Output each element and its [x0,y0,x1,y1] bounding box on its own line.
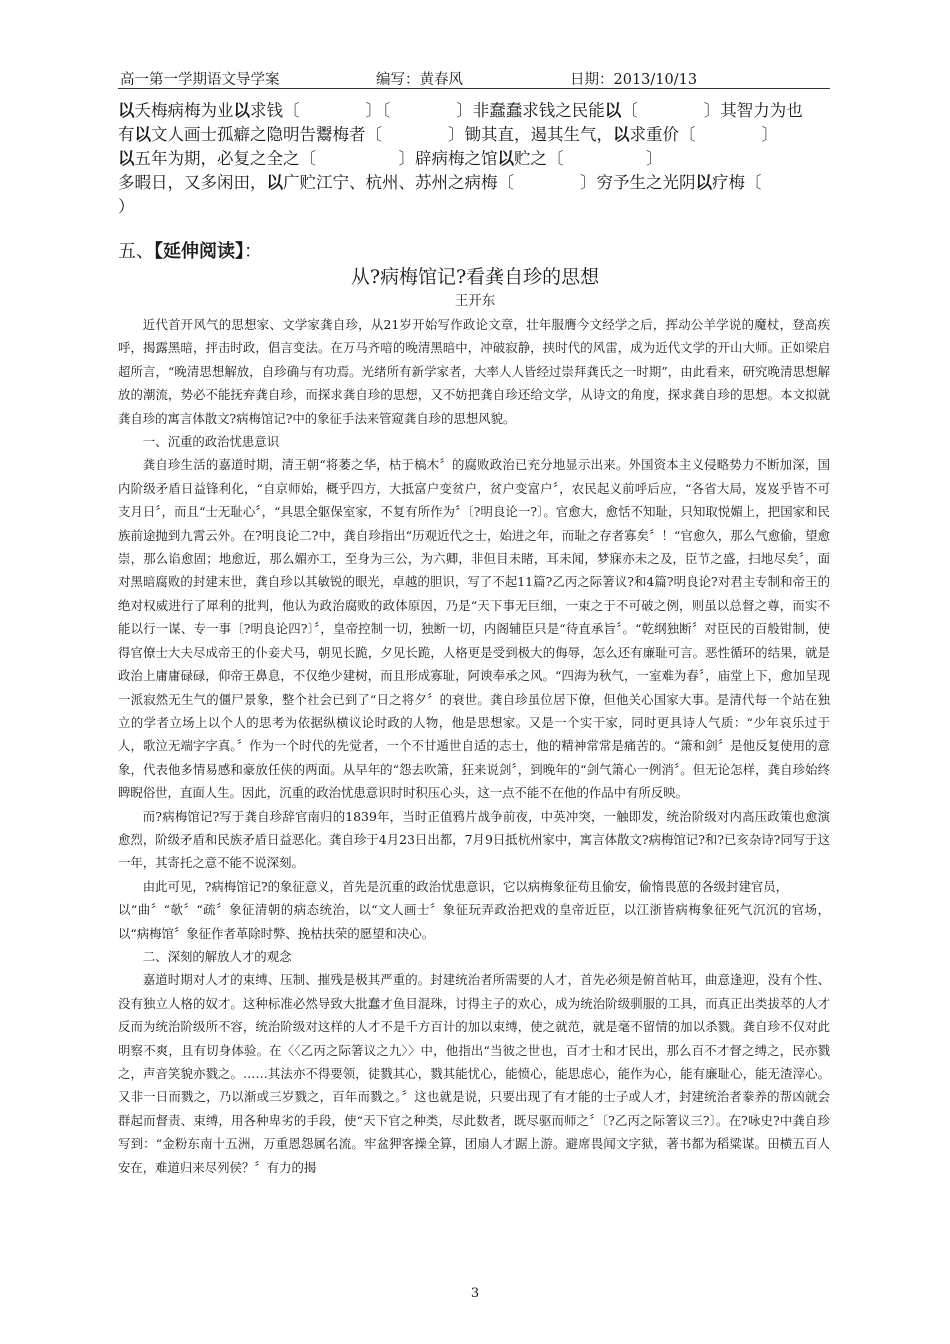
exercise-text: 文人画士孤癖之隐明告鬻梅者〔 〕锄其直，遏其生气， [151,125,613,144]
paragraph: 近代首开风气的思想家、文学家龚自珍，从21岁开始写作政论文章，壮年服膺今文经学之后，挥动公羊学说的魔杖，登高疾呼，揭露黑暗，抨击时政，倡言变法。在万马齐喑的晚清黑暗中，冲破寂静，挟时代的风雷，成为近代文学的开山大师。正如梁启超所言，“晚清思想解放，自珍确与有功焉。光绪所有新学家者，大率人人皆经过崇拜龚氏之一时期”，由此看来，研究晚清思想解放的潮流，势必不能抚弃龚自珍，而探求龚自珍的思想，又不妨把龚自珍还给文学，从诗文的角度，探求龚自珍的思想。本文拟就龚自珍的寓言体散文?病梅馆记?中的象征手法来管窥龚自珍的思想风貌。 [118,317,830,426]
page-number: 3 [470,1286,480,1301]
paragraph: 龚自珍生活的嘉道时期，清王朝“将萎之华，枯于槁木〞的腐败政治已充分地显示出来。外国资本主义侵略势力不断加深，国内阶级矛盾日益锋利化，“自京师始，概乎四方，大抵富户变贫户，贫户变富户〞，农民起义前呼后应，“各省大局，岌岌乎皆不可支月日〞，而且“士无耻心〞，“具思全躯保室家，不复有所作为〞〔?明良论一?〕。官愈大，愈恬不知耻，只知取悦媚上，把国家和民族前途抛到九霄云外。在?明良论二?中，龚自珍指出“历观近代之士，始进之年，而耻之存者寡矣〞！“官愈久，那么气愈偷，望愈崇，那么谄愈固；地愈近，那么媚亦工，至身为三公，为六卿，非但目未睹，耳未闻，梦寐亦未之及，臣节之盛，扫地尽矣〞，面对黑暗腐败的封建末世，龚自珍以其敏锐的眼光，卓越的胆识，写了不起11篇?乙丙之际箸议?和4篇?明良论?对君主专制和帝王的绝对权威进行了犀利的批判，他认为政治腐败的政体原因，乃是“天下事无巨细，一束之于不可破之例，则虽以总督之尊，而实不能以行一谋、专一事〔?明良论四?〕〞，皇帝控制一切，独断一切，内阁辅臣只是“待直承旨〞。“乾纲独断〞对臣民的百般钳制，使得官僚士大夫尽成帝王的仆妾犬马，朝见长跪，夕见长跪，人格更是受到极大的侮辱，怎么还有廉耻可言。恶性循环的结果，就是政治上庸庸碌碌，仰帝王鼻息，不仅绝少建树，而且形成寡耻，阿谀奉承之风。“四海为秋气，一室难为春〞，庙堂上下，愈加呈现一派寂然无生气的僵尸景象，整个社会已到了“日之将夕〞的衰世。龚自珍虽位居下僚，但他关心国家大事。是清代每一个站在独立的学者立场上以个人的思考为依据纵横议论时政的人物，他是思想家。又是一个实干家，同时更具诗人气质：“少年哀乐过于人，歌泣无端字字真。〞作为一个时代的先觉者，一个不甘遁世自适的志士，他的精神常常是痛苦的。“箫和剑〞是他反复使用的意象，代表他多情易感和豪放任侠的两面。从早年的“怨去吹箫，狂来说剑〞，到晚年的“剑气箫心一例消〞。但无论怎样，龚自珍始终睥睨俗世，直面人生。因此，沉重的政治忧患意识时时积压心头，这一点不能不在他的作品中有所反映。 [118,457,830,801]
emphasis-char: 以 [613,125,630,144]
section-five-heading [118,237,262,263]
exercise-text: 疗梅〔 [712,173,762,192]
article-author: 王开东 [454,293,496,309]
exercise-text: 求钱〔 〕〔 〕非蠢蠢求钱之民能 [250,101,605,120]
emphasis-char: 以 [118,149,135,168]
emphasis-char: 以 [118,101,135,120]
exercise-text: ） [118,197,135,216]
article-title: 从?病梅馆记?看龚自珍的思想 [350,266,600,288]
exercise-line [118,99,830,123]
section-number: 五、 [118,241,154,262]
header-title: 高一第一学期语文导学案 [120,72,280,88]
exercise-text: 贮之〔 〕 [514,149,663,168]
section-label: 【延伸阅读】 [154,241,244,262]
emphasis-char: 以 [497,149,514,168]
article-body [118,313,830,1179]
exercise-text: 有 [118,125,135,144]
section-heading: 一、沉重的政治忧患意识 [142,434,280,450]
emphasis-char: 以 [266,173,283,192]
header-author: 编写：黄春风 [376,72,463,88]
emphasis-char: 以 [134,125,151,144]
paragraph: 而?病梅馆记?写于龚自珍辞官南归的1839年，当时正值鸦片战争前夜，中英冲突，一触即发，统治阶级对内高压政策也愈演愈烈，阶级矛盾和民族矛盾日益恶化。龚自珍于4月23日出都，7月9日抵杭州家中，寓言体散文?病梅馆记?和?已亥杂诗?同写于这一年，其寄托之意不能不说深刻。 [118,808,830,871]
exercise-block [118,99,830,219]
paragraph: 以“曲〞“欹〞“疏〞象征清朝的病态统治，以“文人画士〞象征玩弄政治把戏的皇帝近臣，以江浙皆病梅象征死气沉沉的官场，以“病梅馆〞象征作者革除时弊、挽枯扶荣的愿望和决心。 [118,902,830,941]
exercise-line [118,195,830,219]
exercise-text: 五年为期，必复之全之〔 〕辟病梅之馆 [134,149,498,168]
paragraph: 嘉道时期对人才的束缚、压制、摧残是极其严重的。封建统治者所需要的人才，首先必须是俯首帖耳，曲意逢迎，没有个性、没有独立人格的奴才。这种标准必然导致大批蠢才鱼目混珠，讨得主子的欢心，成为统治阶级驯服的工具，而真正出类拔萃的人才反而为统治阶级所不容，统治阶级对这样的人才不是千方百计的加以束缚，使之就范，就是毫不留情的加以杀戮。龚自珍不仅对此明察不爽，且有切身体验。在〈〈乙丙之际箸议之九〉〉中，他指出“当彼之世也，百才士和才民出，那么百不才督之缚之，民亦戮之，声音笑貌亦戮之。……其法亦不得要领，徒戮其心，戮其能忧心，能愤心，能思虑心，能作为心，能有廉耻心，能无渣滓心。又非一日而戮之，乃以渐或三岁戮之，百年而戮之。〞这也就是说，只要出现了有才能的士子或人才，封建统治者豢养的帮凶就会群起而督责、束缚，用各种卑劣的手段，使“天下官之种类，尽此数者，既尽驱而师之〞〔?乙丙之际箸议三?〕。在?咏史?中龚自珍写到：“金粉东南十五洲，万重恩怨属名流。牢盆狎客操全算，团扇人才踞上游。避席畏闻文字狱，著书都为稻粱谋。田横五百人安在，难道归来尽列侯？〞有力的揭 [118,972,830,1175]
exercise-text: 广贮江宁、杭州、苏州之病梅〔 〕穷予生之光阴 [283,173,696,192]
section-colon: ： [244,241,262,262]
exercise-line [118,123,830,147]
exercise-text: 多暇日，又多闲田， [118,173,267,192]
emphasis-char: 以 [695,173,712,192]
page-header [118,66,830,89]
exercise-line [118,147,830,171]
section-heading: 二、深刻的解放人才的观念 [142,948,292,964]
exercise-text: 夭梅病梅为业 [134,101,234,120]
header-date: 日期：2013/10/13 [570,72,698,88]
paragraph: 由此可见，?病梅馆记?的象征意义，首先是沉重的政治忧患意识，它以病梅象征苟且偷安，偷惰畏葸的各级封建官员， [142,878,789,894]
exercise-text: 求重价〔 〕 [629,125,778,144]
exercise-text: 〔 〕其智力为也 [621,101,803,120]
emphasis-char: 以 [233,101,250,120]
exercise-line [118,171,830,195]
emphasis-char: 以 [604,101,622,120]
